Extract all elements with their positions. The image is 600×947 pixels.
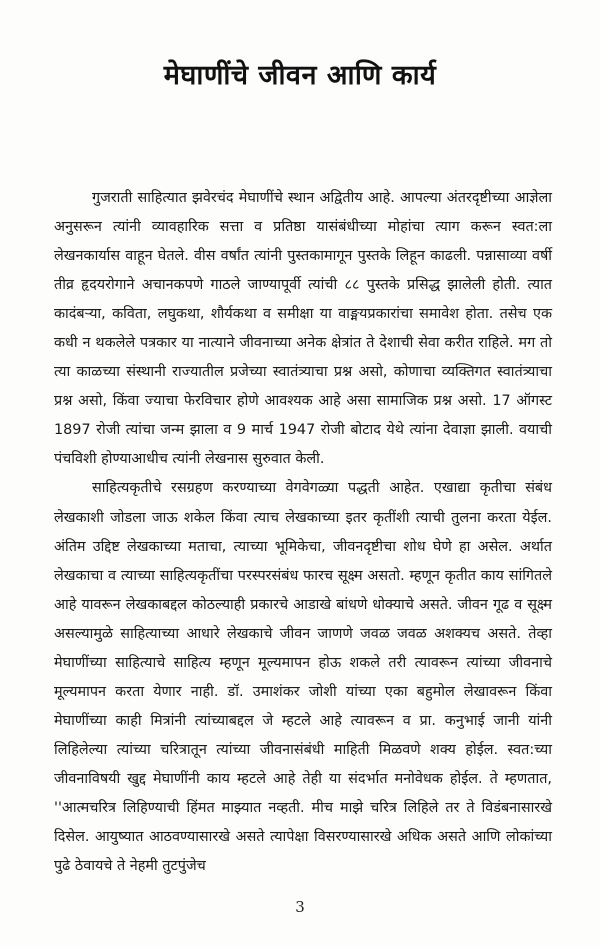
- paragraph-1: गुजराती साहित्यात झवेरचंद मेघाणींचे स्थान अद्वितीय आहे. आपल्या अंतरदृष्टीच्या आज्ञेला अनुसरून त्यांनी व्यावहारिक सत्ता व प्रतिष्ठा यासंबंधीच्या मोहांचा त्याग करून स्वत:ला लेखनकार्यास वाहून घेतले. वीस वर्षांत त्यांनी पुस्तकामागून पुस्तके लिहून काढली. पन्नासाव्या वर्षी तीव्र हृदयरोगाने अचानकपणे गाठले जाण्यापूर्वी त्यांची ८८ पुस्तके प्रसिद्ध झालेली होती. त्यात कादंबऱ्या, कविता, लघुकथा, शौर्यकथा व समीक्षा या वाङ्मयप्रकारांचा समावेश होता. तसेच एक कधी न थकलेले पत्रकार या नात्याने जीवनाच्या अनेक क्षेत्रांत ते देशाची सेवा करीत राहिले. मग तो त्या काळच्या संस्थानी राज्यातील प्रजेच्या स्वातंत्र्याचा प्रश्न असो, कोणाचा व्यक्तिगत स्वातंत्र्याचा प्रश्न असो, किंवा ज्याचा फेरविचार होणे आवश्यक आहे असा सामाजिक प्रश्न असो. 17 ऑगस्ट 1897 रोजी त्यांचा जन्म झाला व 9 मार्च 1947 रोजी बोटाद येथे त्यांना देवाज्ञा झाली. वयाची पंचविशी होण्याआधीच त्यांनी लेखनास सुरुवात केली.: [54, 190, 552, 468]
- chapter-title: मेघाणींचे जीवन आणि कार्य: [163, 60, 437, 92]
- page-number: 3: [295, 898, 305, 916]
- paragraph-2: साहित्यकृतीचे रसग्रहण करण्याच्या वेगवेगळ्या पद्धती आहेत. एखाद्या कृतीचा संबंध लेखकाशी जोडला जाऊ शकेल किंवा त्याच लेखकाच्या इतर कृतींशी त्याची तुलना करता येईल. अंतिम उद्दिष्ट लेखकाच्या मताचा, त्याच्या भूमिकेचा, जीवनदृष्टीचा शोध घेणे हा असेल. अर्थात लेखकाचा व त्याच्या साहित्यकृतींचा परस्परसंबंध फारच सूक्ष्म असतो. म्हणून कृतीत काय सांगितले आहे यावरून लेखकाबद्दल कोठल्याही प्रकारचे आडाखे बांधणे धोक्याचे असते. जीवन गूढ व सूक्ष्म असल्यामुळे साहित्याच्या आधारे लेखकाचे जीवन जाणणे जवळ जवळ अशक्यच असते. तेव्हा मेघाणींच्या साहित्याचे साहित्य म्हणून मूल्यमापन होऊ शकले तरी त्यावरून त्यांच्या जीवनाचे मूल्यमापन करता येणार नाही. डॉ. उमाशंकर जोशी यांच्या एका बहुमोल लेखावरून किंवा मेघाणींच्या काही मित्रांनी त्यांच्याबद्दल जे म्हटले आहे त्यावरून व प्रा. कनुभाई जानी यांनी लिहिलेल्या त्यांच्या चरित्रातून त्यांच्या जीवनासंबंधी माहिती मिळवणे शक्य होईल. स्वत:च्या जीवनाविषयी खुद्द मेघाणींनी काय म्हटले आहे तेही या संदर्भात मनोवेधक होईल. ते म्हणतात, ''आत्मचरित्र लिहिण्याची हिंमत माझ्यात नव्हती. मीच माझे चरित्र लिहिले तर ते विडंबनासारखे दिसेल. आयुष्यात आठवण्यासारखे असते त्यापेक्षा विसरण्यासारखे अधिक असते आणि लोकांच्या पुढे ठेवायचे ते नेहमी तुटपुंजेच: [54, 480, 552, 875]
- chapter-body: [54, 184, 552, 881]
